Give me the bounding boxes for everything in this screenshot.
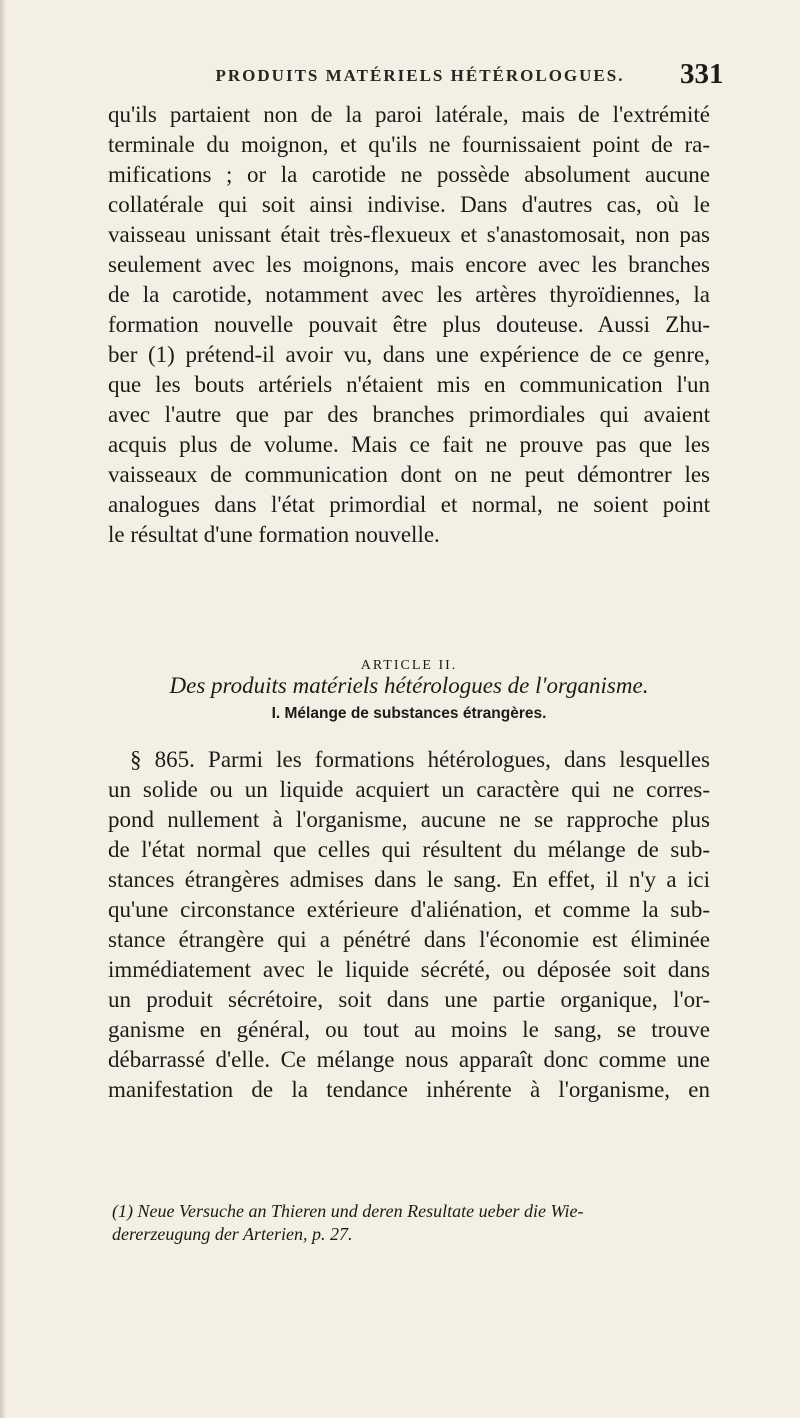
text-line: de l'état normal que celles qui résultent du mélange de sub- <box>108 837 710 862</box>
text-line: seulement avec les moignons, mais encore avec les branches <box>108 252 710 277</box>
text-line: qu'une circonstance extérieure d'aliénation, et comme la sub- <box>108 897 710 922</box>
text-line: terminale du moignon, et qu'ils ne fournissaient point de ra- <box>108 132 710 157</box>
footnote-line: dererzeugung der Arterien, p. 27. <box>112 1224 353 1244</box>
text-line: ber (1) prétend-il avoir vu, dans une expérience de ce genre, <box>108 342 710 367</box>
paragraph-865 <box>108 745 710 1105</box>
text-line: mifications ; or la carotide ne possède absolument aucune <box>108 162 710 187</box>
text-line: vaisseau unissant était très-flexueux et s'anastomosait, non pas <box>108 222 710 247</box>
text-line: pond nullement à l'organisme, aucune ne se rapproche plus <box>108 807 710 832</box>
text-line: collatérale qui soit ainsi indivise. Dans d'autres cas, où le <box>108 192 710 217</box>
text-line: acquis plus de volume. Mais ce fait ne prouve pas que les <box>108 432 710 457</box>
text-line: vaisseaux de communication dont on ne peut démontrer les <box>108 462 710 487</box>
article-title: Des produits matériels hétérologues de l'organisme. <box>169 673 649 698</box>
footnote <box>112 1200 708 1246</box>
text-line: de la carotide, notamment avec les artères thyroïdiennes, la <box>108 282 710 307</box>
text-line: que les bouts artériels n'étaient mis en communication l'un <box>108 372 710 397</box>
text-line: un produit sécrétoire, soit dans une partie organique, l'or- <box>108 987 710 1012</box>
text-line: manifestation de la tendance inhérente à l'organisme, en <box>108 1077 710 1102</box>
text-line: analogues dans l'état primordial et normal, ne soient point <box>108 492 710 517</box>
text-line: un solide ou un liquide acquiert un caractère qui ne corres- <box>108 777 710 802</box>
text-line: formation nouvelle pouvait être plus douteuse. Aussi Zhu- <box>108 312 710 337</box>
text-line: avec l'autre que par des branches primordiales qui avaient <box>108 402 710 427</box>
text-line: stance étrangère qui a pénétré dans l'économie est éliminée <box>108 927 710 952</box>
page-edge-shadow <box>0 0 6 1418</box>
footnote-line: (1) Neue Versuche an Thieren und deren Resultate ueber die Wie- <box>112 1201 584 1221</box>
section-heading: I. Mélange de substances étrangères. <box>271 705 547 722</box>
text-line: ganisme en général, ou tout au moins le sang, se trouve <box>108 1017 710 1042</box>
article-label: ARTICLE II. <box>360 658 458 673</box>
text-line: stances étrangères admises dans le sang. En effet, il n'y a ici <box>108 867 710 892</box>
page-number: 331 <box>680 58 724 90</box>
running-head: PRODUITS MATÉRIELS HÉTÉROLOGUES. <box>215 66 625 85</box>
text-line: le résultat d'une formation nouvelle. <box>108 522 440 547</box>
text-line: débarrassé d'elle. Ce mélange nous apparaît donc comme une <box>108 1047 710 1072</box>
text-line: § 865. Parmi les formations hétérologues, dans lesquelles <box>130 747 710 772</box>
text-line: immédiatement avec le liquide sécrété, ou déposée soit dans <box>108 957 710 982</box>
paragraph-continuation <box>108 100 710 550</box>
text-line: qu'ils partaient non de la paroi latérale, mais de l'extrémité <box>108 102 710 127</box>
